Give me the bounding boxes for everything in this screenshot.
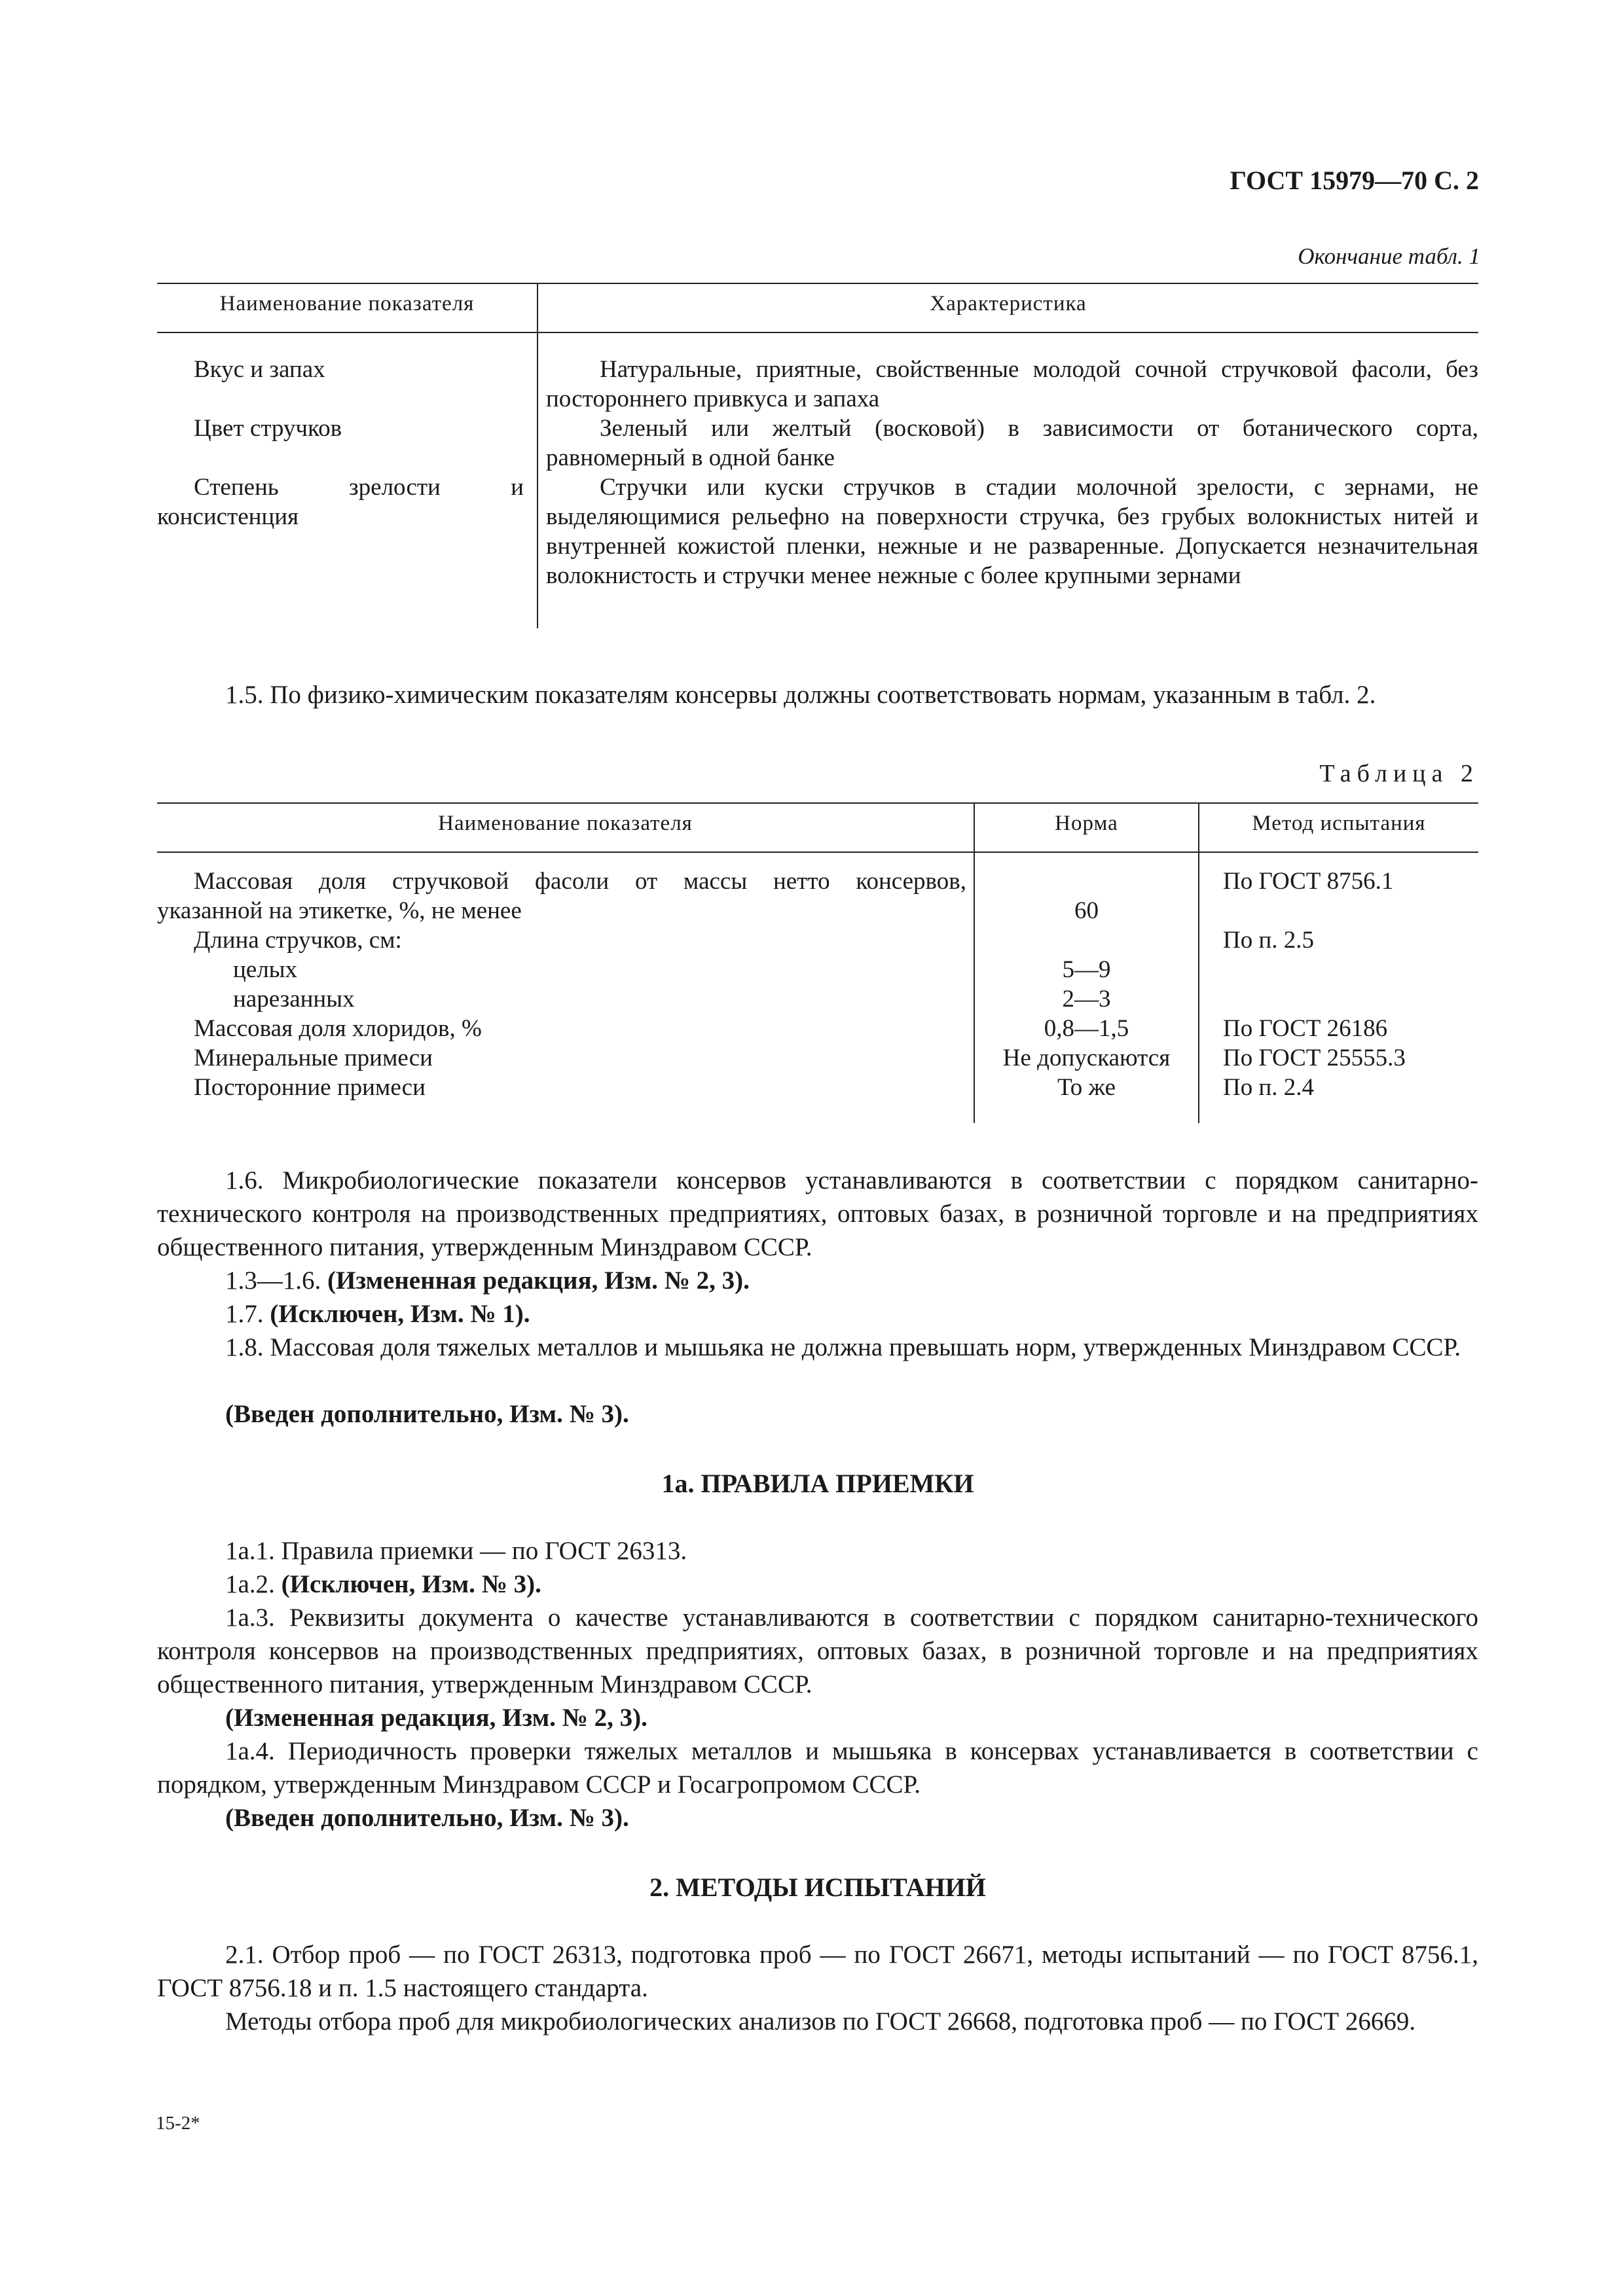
table2-cell-norm: 5—9 <box>1062 956 1111 983</box>
table2-header-name: Наименование показателя <box>438 812 693 835</box>
paragraph-number: 1.3—1.6. <box>225 1266 321 1295</box>
table2-cell-method: По ГОСТ 26186 <box>1223 1015 1388 1042</box>
table1-row-value: Зеленый или желтый (восковой) в зависимости от ботанического сорта, равномерный в одной банке <box>546 415 1478 471</box>
table2-row <box>157 955 1478 984</box>
table2-cell-method: По п. 2.5 <box>1223 927 1315 954</box>
page-footer-mark: 15-2* <box>156 2113 200 2134</box>
table2-cell-method: По ГОСТ 25555.3 <box>1223 1045 1406 1071</box>
paragraph-number: 1.7. <box>225 1300 264 1328</box>
section-heading-test-methods: 2. МЕТОДЫ ИСПЫТАНИЙ <box>649 1873 986 1902</box>
paragraph-1a-3-amendment: (Измененная редакция, Изм. № 2, 3). <box>225 1704 647 1732</box>
table2-cell-norm: 60 <box>1074 897 1099 924</box>
amendment-note: (Измененная редакция, Изм. № 2, 3). <box>327 1266 750 1295</box>
table2-cell-name: целых <box>233 956 298 983</box>
amendment-note: (Исключен, Изм. № 3). <box>281 1570 541 1598</box>
paragraph-1a-1: 1а.1. Правила приемки — по ГОСТ 26313. <box>225 1537 687 1565</box>
table2-cell-method: По ГОСТ 8756.1 <box>1223 868 1394 895</box>
table2-top-rule <box>157 802 1478 804</box>
table2-cell-name: Массовая доля стручковой фасоли от массы нетто консервов, <box>194 868 966 895</box>
table2-row <box>157 925 1478 955</box>
table1-row-name: Степень зрелости и консистенция <box>157 474 524 530</box>
table2-cell-method: По п. 2.4 <box>1223 1074 1315 1101</box>
table2-cell-norm: 0,8—1,5 <box>1044 1015 1129 1042</box>
table1-caption: Окончание табл. 1 <box>1298 243 1480 269</box>
amendment-note: (Исключен, Изм. № 1). <box>270 1300 530 1328</box>
table2-cell-name: Минеральные примеси <box>194 1045 433 1071</box>
table2-cell-norm: То же <box>1057 1074 1116 1101</box>
paragraph-1a-4-amendment: (Введен дополнительно, Изм. № 3). <box>225 1804 629 1832</box>
paragraph-1-8: 1.8. Массовая доля тяжелых металлов и мышьяка не должна превышать норм, утвержденных Минздравом СССР. <box>225 1333 1461 1361</box>
table1-header-rule <box>157 332 1478 333</box>
table2-row <box>157 1043 1478 1073</box>
table2-cell-name: Посторонние примеси <box>194 1074 426 1101</box>
table1-row-name: Цвет стручков <box>194 415 342 442</box>
paragraph-1-7 <box>157 1297 1478 1331</box>
table2-header-method: Метод испытания <box>1252 812 1426 835</box>
table1-row-value: Натуральные, приятные, свойственные молодой сочной стручковой фасоли, без постороннего привкуса и запаха <box>546 356 1478 412</box>
paragraph-1-3-1-6-amendment <box>157 1264 1478 1297</box>
table2-row <box>157 1014 1478 1043</box>
page-header: ГОСТ 15979—70 С. 2 <box>1230 166 1479 195</box>
table2-row <box>157 896 1478 925</box>
paragraph-1a-2 <box>157 1568 1478 1601</box>
table1-row-value: Стручки или куски стручков в стадии молочной зрелости, с зернами, не выделяющимися рельефно на поверхности стручка, без грубых волокнистых нитей и внутренней кожистой пленки, нежные и не разваренные. Допускается незначительная волокнистость и стручки менее нежные с более крупными зернами <box>546 474 1478 589</box>
table1-header-name: Наименование показателя <box>219 292 475 315</box>
paragraph-1-6: 1.6. Микробиологические показатели консервов устанавливаются в соответствии с порядком санитарно-технического контроля на производственных предприятиях, оптовых базах, в розничной торговле и на предприятиях общественного питания, утвержденным Минздравом СССР. <box>157 1166 1478 1261</box>
table2-cell-name: нарезанных <box>233 986 355 1013</box>
paragraph-2-1-sampling: Методы отбора проб для микробиологических анализов по ГОСТ 26668, подготовка проб — по ГОСТ 26669. <box>225 2007 1416 2036</box>
table2-header-rule <box>157 852 1478 853</box>
table2-cell-norm: Не допускаются <box>1002 1045 1171 1071</box>
paragraph-2-1: 2.1. Отбор проб — по ГОСТ 26313, подготовка проб — по ГОСТ 26671, методы испытаний — по ГОСТ 8756.1, ГОСТ 8756.18 и п. 1.5 настоящего стандарта. <box>157 1941 1478 2002</box>
paragraph-1-8-amendment: (Введен дополнительно, Изм. № 3). <box>225 1400 629 1428</box>
table2-row <box>157 984 1478 1014</box>
table2-caption: Таблица 2 <box>1319 760 1479 787</box>
table2-cell-name: Массовая доля хлоридов, % <box>194 1015 482 1042</box>
table1-header-characteristic: Характеристика <box>930 292 1087 315</box>
table1-top-rule <box>157 283 1478 284</box>
paragraph-1a-3: 1а.3. Реквизиты документа о качестве устанавливаются в соответствии с порядком санитарно-технического контроля консервов на производственных предприятиях, оптовых базах, в розничной торговле и на предприятиях общественного питания, утвержденным Минздравом СССР. <box>157 1604 1478 1698</box>
table2-cell-name: указанной на этикетке, %, не менее <box>157 897 522 924</box>
table2-row <box>157 1073 1478 1102</box>
table2-cell-name: Длина стручков, см: <box>194 927 402 954</box>
paragraph-1a-4: 1а.4. Периодичность проверки тяжелых металлов и мышьяка в консервах устанавливается в соответствии с порядком, утвержденным Минздравом СССР и Госагропромом СССР. <box>157 1737 1478 1799</box>
table1-row-name: Вкус и запах <box>194 356 325 383</box>
section-heading-acceptance-rules: 1а. ПРАВИЛА ПРИЕМКИ <box>661 1469 974 1498</box>
table1-column-divider <box>537 283 538 628</box>
table2-row <box>157 867 1478 896</box>
table2-cell-norm: 2—3 <box>1062 986 1111 1013</box>
paragraph-number: 1а.2. <box>225 1570 275 1598</box>
paragraph-1-5: 1.5. По физико-химическим показателям консервы должны соответствовать нормам, указанным в табл. 2. <box>225 681 1376 709</box>
table2-header-norm: Норма <box>1055 812 1118 835</box>
